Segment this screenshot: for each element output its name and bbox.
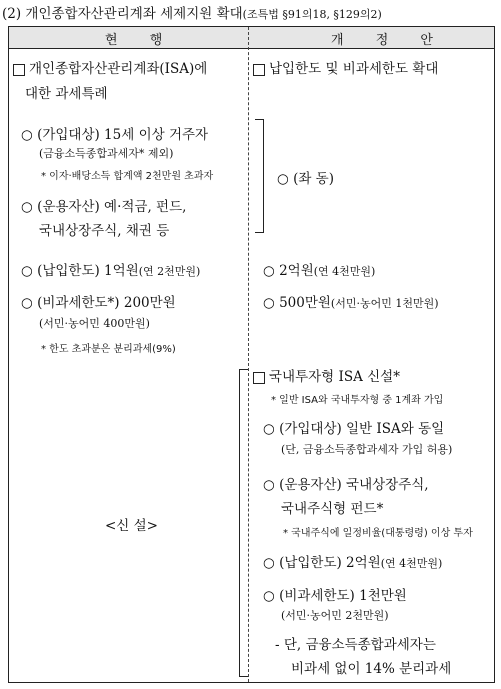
right-bracket-same — [255, 119, 264, 233]
right-new-heading — [253, 365, 400, 385]
right-item-taxfree-main: ○ 500만원 — [263, 295, 331, 311]
comparison-table — [8, 26, 495, 683]
title-main: (2) 개인종합자산관리계좌 세제지원 확대 — [2, 6, 243, 22]
right-item-taxfree — [263, 291, 439, 311]
section-title — [2, 2, 382, 22]
right-item-limit — [263, 259, 375, 279]
left-heading-line2: 대한 과세특례 — [25, 86, 108, 102]
right-heading-text: 납입한도 및 비과세한도 확대 — [269, 61, 439, 77]
right-new-eligibility-sub: (단, 금융소득종합과세자 가입 허용) — [281, 443, 453, 456]
header-current: 현 행 — [105, 33, 177, 48]
right-new-heading-text: 국내투자형 ISA 신설* — [269, 369, 400, 385]
right-new-taxfree: ○ (비과세한도) 1천만원 — [263, 588, 407, 604]
left-item-eligibility-note: * 이자·배당소득 합계액 2천만원 초과자 — [41, 171, 214, 182]
left-bracket-new — [239, 369, 248, 677]
right-new-note: * 일반 ISA와 국내투자형 중 1계좌 가입 — [271, 395, 444, 406]
right-new-exception: - 단, 금융소득종합과세자는 — [275, 637, 436, 653]
right-same: ○ (좌 동) — [277, 171, 334, 187]
right-new-exception-line2: 비과세 없이 14% 분리과세 — [291, 661, 452, 677]
left-item-eligibility-sub: (금융소득종합과세자* 제외) — [39, 147, 174, 160]
right-item-limit-paren: (연 4천만원) — [313, 265, 376, 278]
left-heading — [13, 57, 207, 77]
left-item-eligibility: ○ (가입대상) 15세 이상 거주자 — [21, 127, 209, 143]
right-new-eligibility: ○ (가입대상) 일반 ISA와 동일 — [263, 421, 445, 437]
right-new-assets-note: * 국내주식에 일정비율(대통령령) 이상 투자 — [283, 528, 473, 539]
left-item-limit-paren: (연 2천만원) — [138, 265, 201, 278]
checkbox-icon — [253, 64, 265, 76]
right-item-taxfree-paren: (서민·농어민 1천만원) — [330, 297, 439, 310]
left-item-taxfree-note: * 한도 초과분은 분리과세(9%) — [41, 344, 176, 355]
right-new-limit — [263, 551, 442, 571]
left-heading-line1: 개인종합자산관리계좌(ISA)에 — [29, 61, 208, 77]
right-heading — [253, 57, 438, 77]
left-item-taxfree: ○ (비과세한도*) 200만원 — [21, 295, 176, 311]
checkbox-icon — [13, 64, 25, 76]
right-new-taxfree-sub: (서민·농어민 2천만원) — [281, 609, 389, 622]
left-item-assets: ○ (운용자산) 예·적금, 펀드, — [21, 199, 187, 215]
left-item-limit-main: ○ (납입한도) 1억원 — [21, 263, 139, 279]
title-reference: (조특법 §91의18, §129의2) — [242, 8, 382, 21]
left-item-assets-line2: 국내상장주식, 채권 등 — [39, 223, 170, 239]
left-item-taxfree-sub: (서민·농어민 400만원) — [39, 317, 150, 330]
checkbox-icon — [253, 372, 265, 384]
right-item-limit-main: ○ 2억원 — [263, 263, 314, 279]
column-divider — [248, 27, 249, 682]
right-new-assets: ○ (운용자산) 국내상장주식, — [263, 477, 429, 493]
right-new-assets-line2: 국내주식형 펀드* — [281, 501, 384, 517]
left-new-label: <신 설> — [105, 518, 158, 534]
right-new-limit-main: ○ (납입한도) 2억원 — [263, 555, 381, 571]
right-new-limit-paren: (연 4천만원) — [380, 557, 443, 570]
left-item-limit — [21, 259, 200, 279]
header-revised: 개 정 안 — [331, 33, 447, 48]
